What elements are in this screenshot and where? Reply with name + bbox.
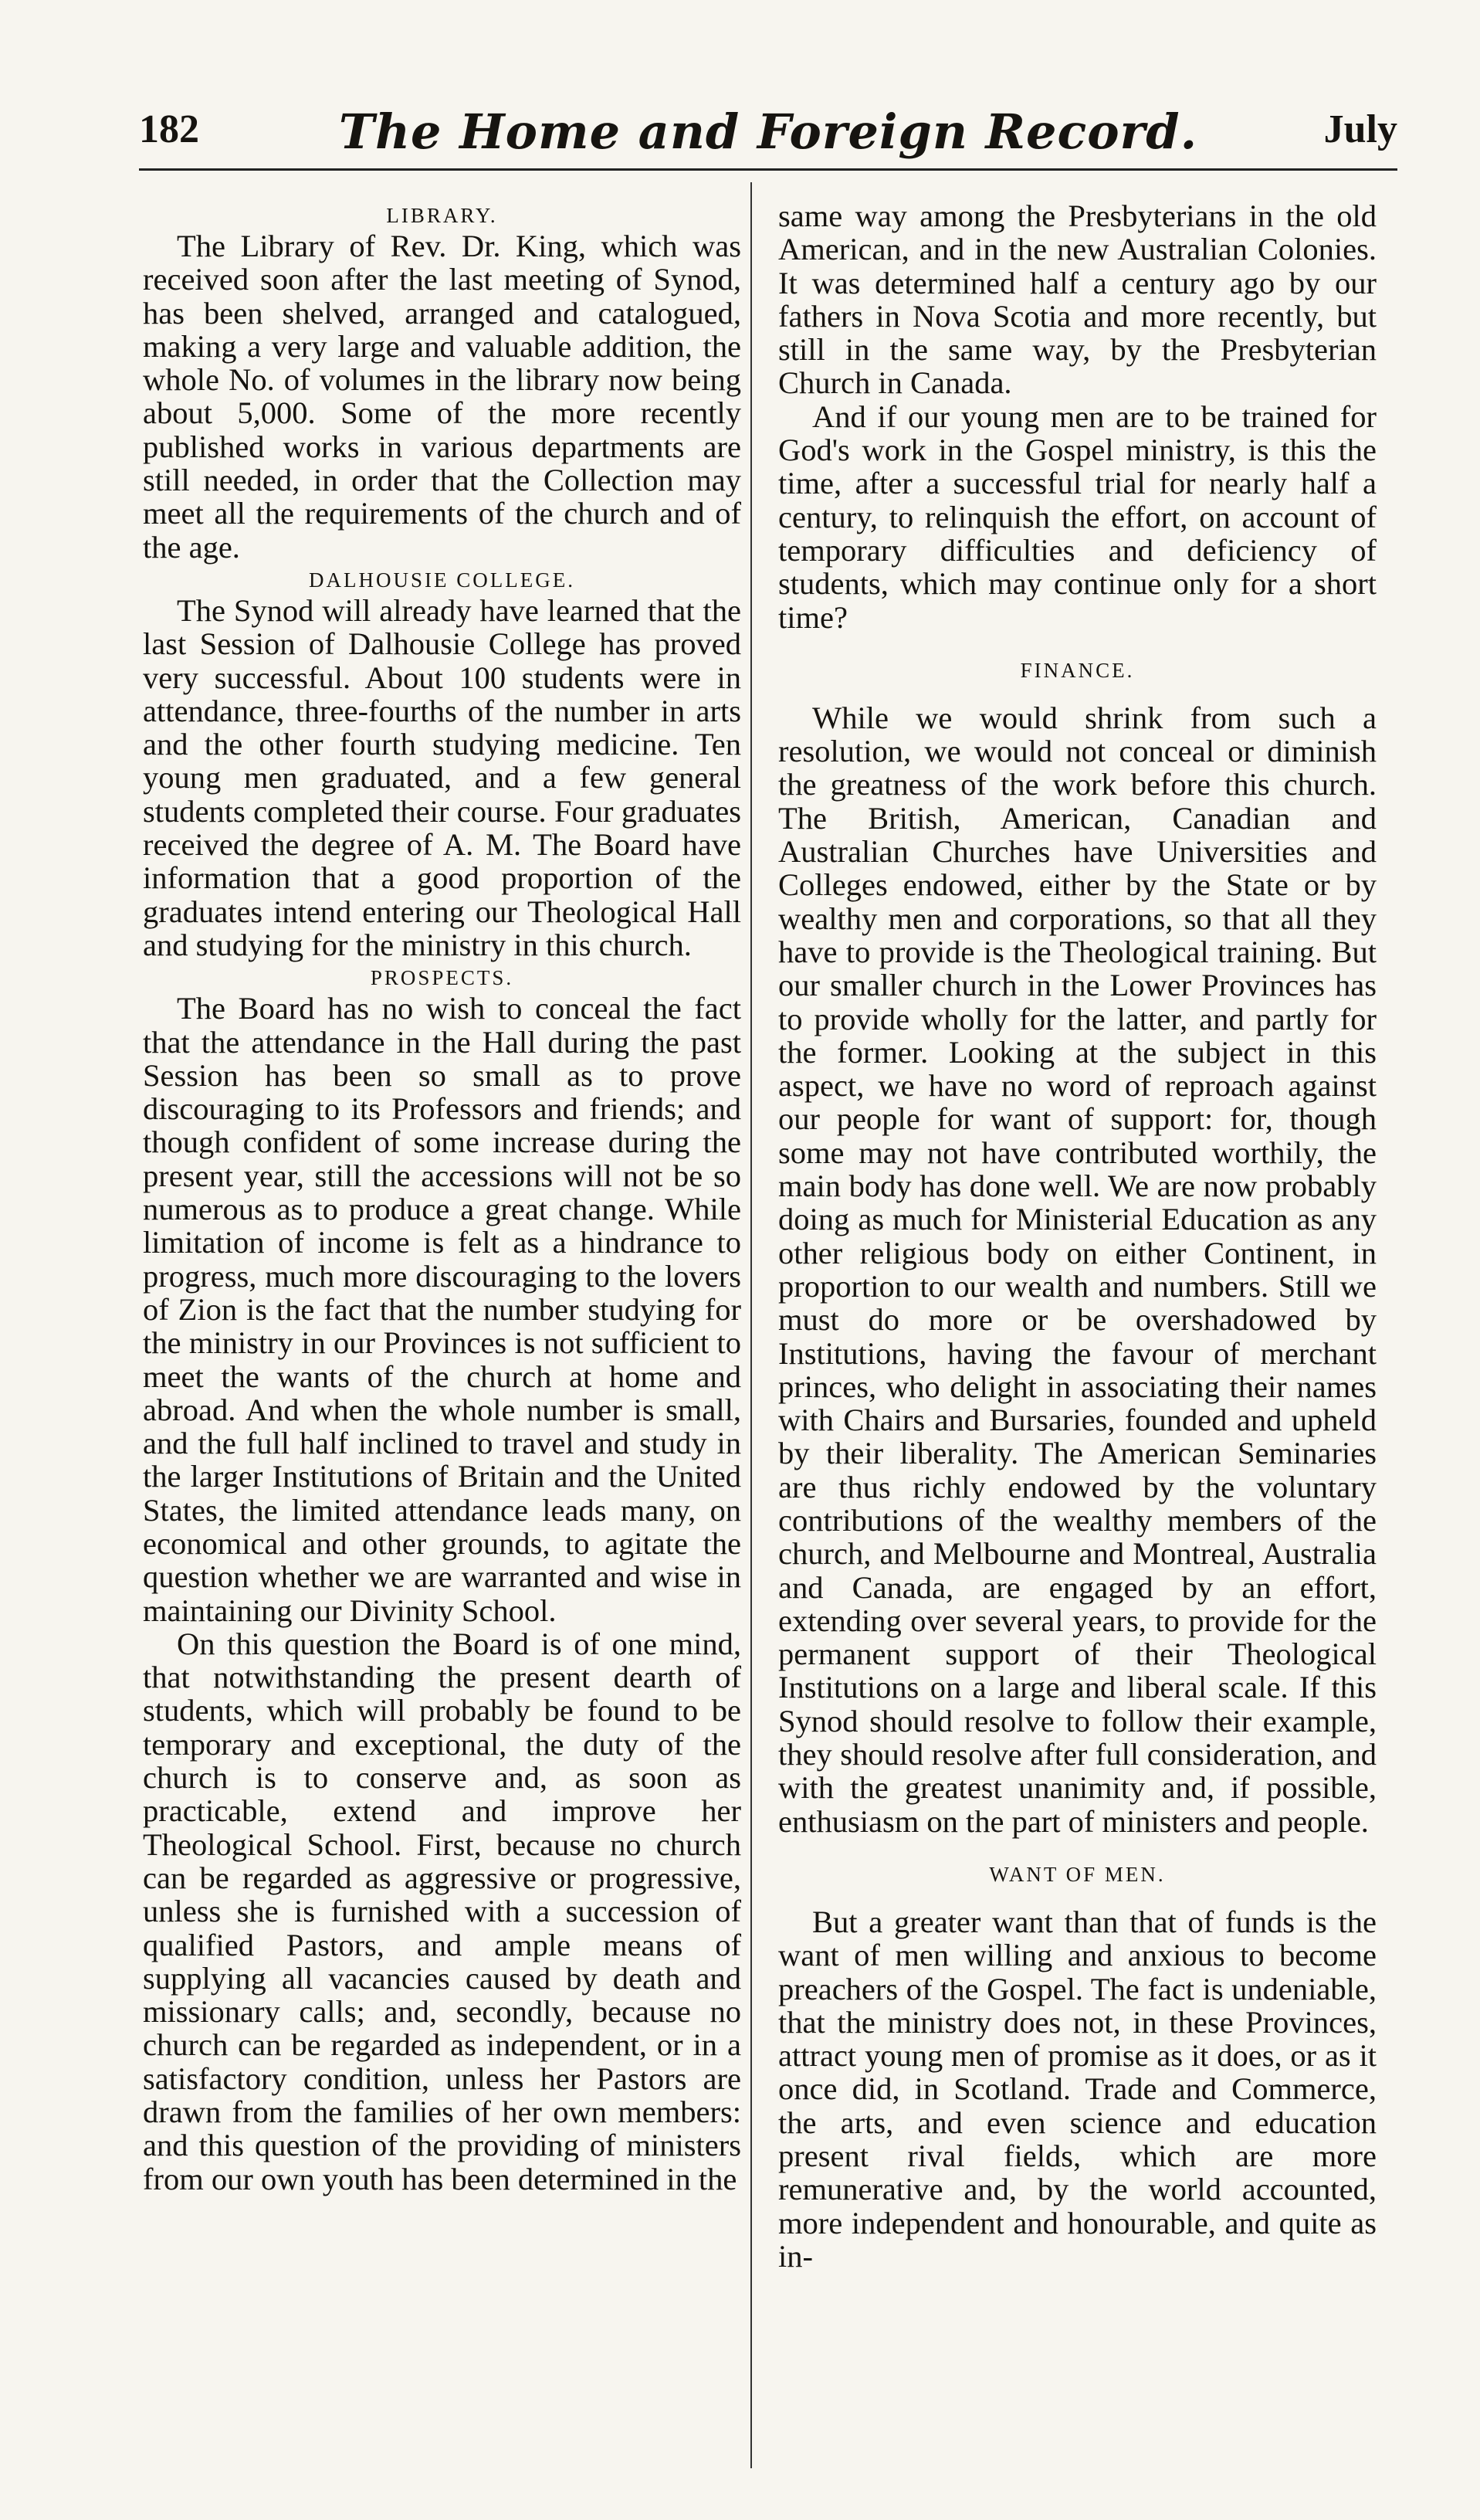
section-heading-finance: FINANCE. [1020,658,1135,682]
paragraph-prospects-1: The Board has no wish to conceal the fact that the attendance in the Hall during the past Session has been so small as to prove discouraging to its Professors and friends; and though confident of some increase during the present year, still the accessions will not be so numerous as to produce a great change. While limitation of income is felt as a hindrance to progress, much more discouraging to the lovers of Zion is the fact that the number studying for the ministry in our Provinces is not sufficient to meet the wants of the church at home and abroad. And when the whole number is small, and the full half inclined to travel and study in the larger Institutions of Britain and the United States, the limited attendance leads many, on economical and other grounds, to agitate the question whether we are warranted and wise in maintaining our Divinity School. [143,991,741,1628]
paragraph-young-men: And if our young men are to be trained for God's work in the Gospel ministry, is this the time, after a successful trial for nearly half a century, to relinquish the effort, on account of temporary difficulties and deficiency of students, which may continue only for a short time? [778,399,1377,635]
paragraph-continuation: same way among the Presbyterians in the old American, and in the new Australian Colonies. It was determined half a century ago by our fathers in Nova Scotia and more recently, but still in the same way, by the Presbyterian Church in Canada. [778,199,1377,401]
paragraph-prospects-2: On this question the Board is of one mind, that notwithstanding the present dearth of students, which will probably be found to be temporary and exceptional, the duty of the church is to conserve and, as soon as practicable, extend and improve her Theological School. First, because no church can be regarded as aggressive or progressive, unless she is furnished with a succession of qualified Pastors, and ample means of supplying all vacancies caused by death and missionary calls; and, secondly, because no church can be regarded as independent, or in a satisfactory condition, unless her Pastors are drawn from the families of her own members: and this question of the providing of ministers from our own youth has been determined in the [143,1626,741,2196]
section-heading-dalhousie: DALHOUSIE COLLEGE. [309,568,575,592]
right-column [778,199,1377,2470]
paragraph-dalhousie: The Synod will already have learned that the last Session of Dalhousie College has proved very successful. About 100 students were in attendance, three-fourths of the number in arts and the other fourth studying medicine. Ten young men graduated, and a few general students completed their course. Four graduates received the degree of A. M. The Board have information that a good proportion of the graduates intend entering our Theological Hall and studying for the ministry in this church. [143,592,741,962]
paragraph-finance: While we would shrink from such a resolution, we would not conceal or diminish the greatness of the work before this church. The British, American, Canadian and Australian Churches have Universities and Colleges endowed, either by the State or by wealthy men and corporations, so that all they have to provide is the Theological training. But our smaller church in the Lower Provinces has to provide wholly for the latter, and partly for the former. Looking at the subject in this aspect, we have no word of reproach against our people for want of support: for, though some may not have contributed worthily, the main body has done well. We are now probably doing as much for Ministerial Education as any other religious body on either Continent, in proportion to our wealth and numbers. Still we must do more or be overshadowed by Institutions, having the favour of merchant princes, who delight in associating their names with Chairs and Bursaries, founded and upheld by their liberality. The American Seminaries are thus richly endowed by the voluntary contributions of the wealthy members of the church, and Melbourne and Montreal, Australia and Canada, are engaged by an effort, extending over several years, to provide for the permanent support of their Theological Institutions on a large and liberal scale. If this Synod should resolve to follow their example, they should resolve after full consideration, and with the greatest unanimity and, if possible, enthusiasm on the part of ministers and people. [778,700,1377,1839]
running-header [139,103,1397,171]
left-column [143,199,741,2470]
issue-month: July [1323,107,1397,151]
column-divider [750,182,752,2468]
section-heading-library: LIBRARY. [386,204,498,227]
paragraph-want-of-men: But a greater want than that of funds is the want of men willing and anxious to become preachers of the Gospel. The fact is undeniable, that the ministry does not, in these Provinces, attract young men of promise as it does, or as it once did, in Scotland. Trade and Commerce, the arts, and even science and education present rival fields, which are more remunerative and, by the world accounted, more independent and honourable, and quite as in- [778,1904,1377,2274]
section-heading-want-of-men: WANT OF MEN. [989,1862,1166,1886]
paragraph-library: The Library of Rev. Dr. King, which was received soon after the last meeting of Synod, has been shelved, arranged and catalogued, making a very large and valuable addition, the whole No. of volumes in the library now being about 5,000. Some of the more recently published works in various departments are still needed, in order that the Collection may meet all the requirements of the church and of the age. [143,229,741,565]
page-number: 182 [139,107,199,151]
section-heading-prospects: PROSPECTS. [370,966,514,990]
journal-title: The Home and Foreign Record. [338,103,1198,160]
